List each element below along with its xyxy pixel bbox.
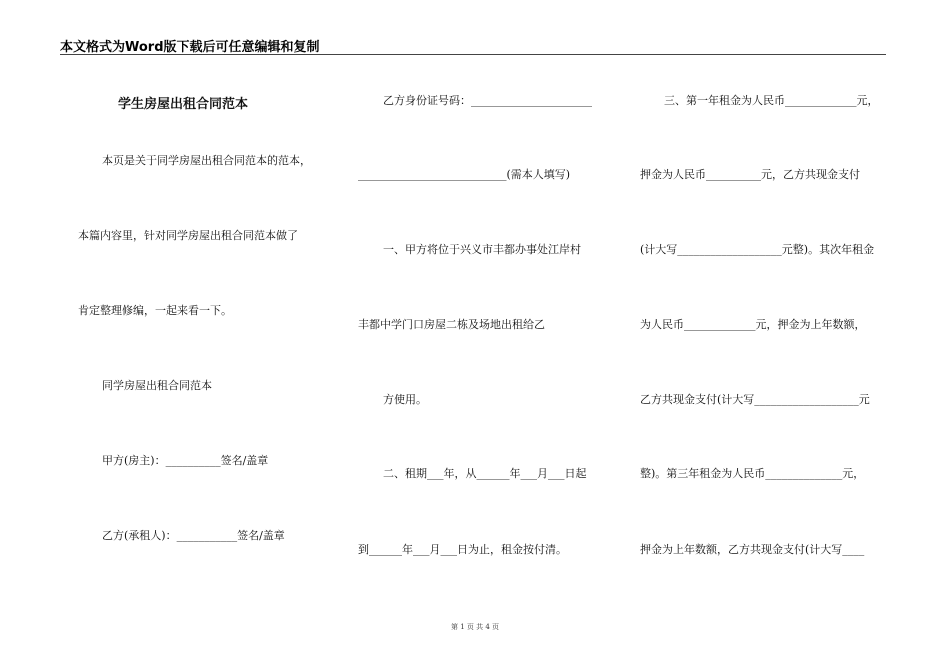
col1-line-6: 乙方(承租人)：___________签名/盖章 bbox=[102, 529, 285, 542]
page-number: 第 1 页 共 4 页 bbox=[450, 623, 500, 631]
col3-line-5: 乙方共现金支付(计大写___________________元 bbox=[640, 393, 870, 406]
col2-line-4: 丰都中学门口房屋二栋及场地出租给乙 bbox=[358, 318, 545, 331]
col2-line-5: 方使用。 bbox=[383, 393, 427, 406]
col2-line-7: 到______年___月___日为止，租金按付清。 bbox=[358, 543, 567, 556]
col3-line-3: (计大写___________________元整)。其次年租金 bbox=[640, 243, 875, 256]
document-title: 学生房屋出租合同范本 bbox=[118, 97, 249, 112]
col2-line-3: 一、甲方将位于兴义市丰都办事处江岸村 bbox=[383, 243, 581, 256]
col3-line-4: 为人民币_____________元，押金为上年数额， bbox=[640, 318, 866, 331]
col3-line-1: 三、第一年租金为人民币_____________元， bbox=[664, 94, 879, 107]
col1-line-5: 甲方(房主)：__________签名/盖章 bbox=[102, 454, 269, 467]
header-text: 本文格式为Word版下载后可任意编辑和复制 bbox=[60, 40, 320, 55]
col2-line-2: ___________________________(需本人填写) bbox=[358, 168, 571, 181]
col1-line-2: 本篇内容里，针对同学房屋出租合同范本做了 bbox=[78, 229, 298, 242]
col3-line-2: 押金为人民币__________元，乙方共现金支付 bbox=[640, 168, 860, 181]
col3-line-6: 整)。第三年租金为人民币______________元， bbox=[640, 467, 865, 480]
col2-line-1: 乙方身份证号码：______________________ bbox=[383, 94, 592, 107]
col1-line-3: 肯定整理修编，一起来看一下。 bbox=[78, 304, 232, 317]
page-header bbox=[60, 36, 886, 55]
col1-line-4: 同学房屋出租合同范本 bbox=[102, 379, 212, 392]
col2-line-6: 二、租期___年，从______年___月___日起 bbox=[383, 467, 587, 480]
col3-line-7: 押金为上年数额，乙方共现金支付(计大写____ bbox=[640, 543, 865, 556]
col1-line-1: 本页是关于同学房屋出租合同范本的范本， bbox=[102, 154, 311, 167]
